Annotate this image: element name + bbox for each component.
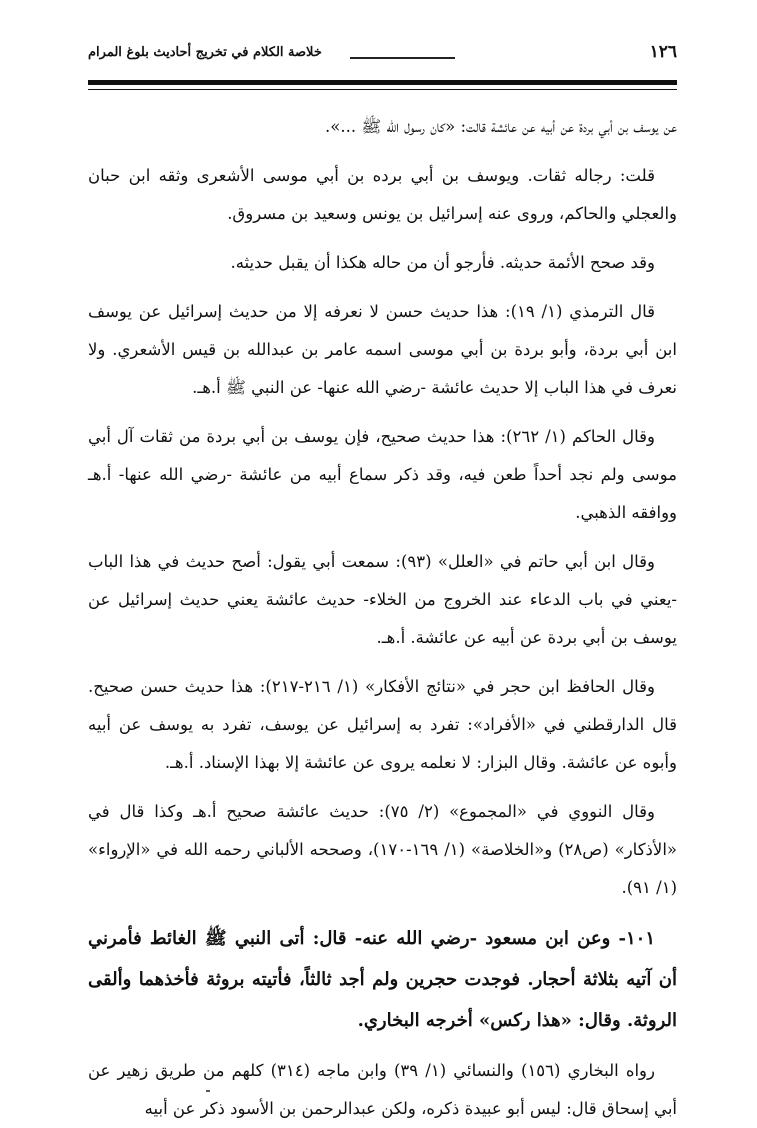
paragraph-narrators-note: قلت: رجاله ثقات. ويوسف بن أبي برده بن أبي موسى الأشعرى وثقه ابن حبان والعجلي والحاكم، وروى عنه إسرائيل بن يونس وسعيد بن مسروق.	[88, 166, 677, 223]
paragraph-tirmidhi: قال الترمذي (١/ ١٩): هذا حديث حسن لا نعرفه إلا من حديث إسرائيل عن يوسف ابن أبي بردة، وأبو بردة بن أبي موسى اسمه عامر بن عبدالله بن قيس الأشعري. ولا نعرف في هذا الباب إلا حديث عائشة -رضي الله عنها- عن النبي ﷺ أ.هـ.	[88, 302, 677, 397]
header-rule-thin	[88, 89, 677, 90]
page-body	[88, 108, 677, 1128]
page-number: ١٢٦	[649, 42, 677, 62]
paragraph-takhrij: رواه البخاري (١٥٦) والنسائي (١/ ٣٩) وابن ماجه (٣١٤) كلهم من طريق زهير عن أبي إسحاق قال: ليس أبو عبيدة ذكره، ولكن عبدالرحمن بن الأسود ذكر عن أبيه	[88, 1061, 677, 1118]
paragraph-hadith-101: ١٠١- وعن ابن مسعود -رضي الله عنه- قال: أتى النبي ﷺ الغائط فأمرني أن آتيه بثلاثة أحجار. فوجدت حجرين ولم أجد ثالثاً، فأتيته بروثة فأخذهما وألقى الروثة. وقال: «هذا ركس» أخرجه البخاري.	[88, 928, 677, 1031]
page-header	[88, 38, 677, 78]
running-title: خلاصة الكلام في تخريج أحاديث بلوغ المرام	[88, 45, 322, 60]
header-rule-thick	[88, 80, 677, 85]
paragraph-authentication: وقد صحح الأئمة حديثه. فأرجو أن من حاله هكذا أن يقبل حديثه.	[230, 253, 655, 272]
paragraph-hakim: وقال الحاكم (١/ ٢٦٢): هذا حديث صحيح، فإن يوسف بن أبي بردة من ثقات آل أبي موسى ولم نجد أحداً طعن فيه، وقد ذكر سماع أبيه من عائشة -رضي الله عنها- أ.هـ ووافقه الذهبي.	[88, 427, 677, 522]
paragraph-hadith-end: عن يوسف بن أبي بردة عن أبيه عن عائشة قالت: «كان رسول الله ﷺ ...».	[325, 117, 677, 136]
header-title-rule	[350, 57, 455, 59]
paragraph-nawawi: وقال النووي في «المجموع» (٢/ ٧٥): حديث عائشة صحيح أ.هـ وكذا قال في «الأذكار» (ص٢٨) و«الخلاصة» (١/ ١٦٩-١٧٠)، وصححه الألباني رحمه الله في «الإرواء» (١/ ٩١).	[88, 802, 677, 897]
scan-mark	[206, 1090, 210, 1092]
paragraph-ibn-abi-hatim: وقال ابن أبي حاتم في «العلل» (٩٣): سمعت أبي يقول: أصح حديث في هذا الباب -يعني في باب الدعاء عند الخروج من الخلاء- حديث عائشة يعني حديث إسرائيل عن يوسف بن أبي بردة عن أبيه عن عائشة. أ.هـ.	[88, 552, 677, 647]
paragraph-ibn-hajar: وقال الحافظ ابن حجر في «نتائج الأفكار» (١/ ٢١٦-٢١٧): هذا حديث حسن صحيح. قال الدارقطني في «الأفراد»: تفرد به إسرائيل عن يوسف، تفرد به يوسف عن أبيه وأبوه عن عائشة. وقال البزار: لا نعلمه يروى عن عائشة إلا بهذا الإسناد. أ.هـ.	[88, 677, 677, 772]
